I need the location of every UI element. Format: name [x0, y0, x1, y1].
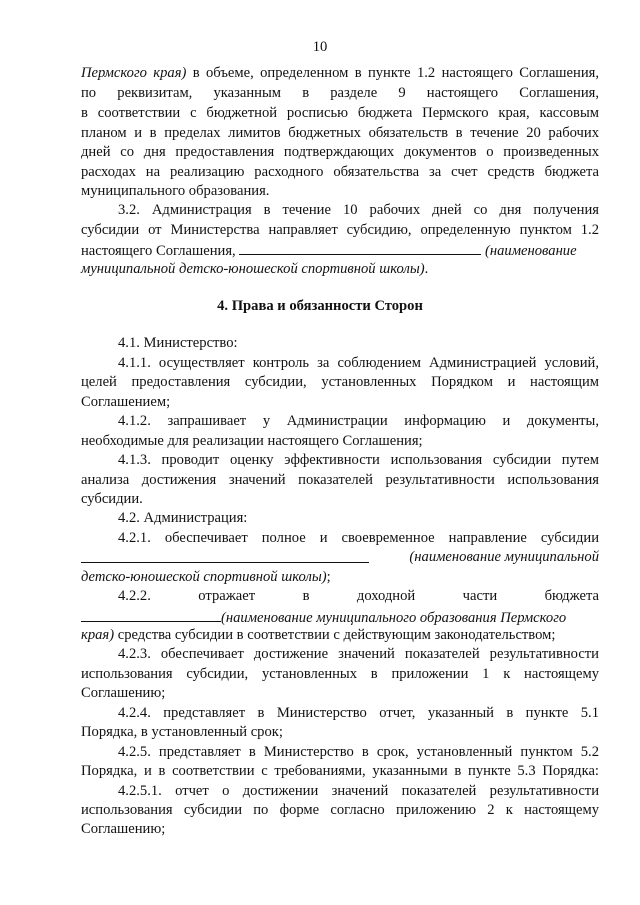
paragraph-start: 3.2. Администрация в течение 10 рабочих дней со дня получения	[118, 202, 599, 218]
italic-text: (наименование муниципальной	[409, 549, 599, 565]
fill-in-blank	[239, 240, 481, 255]
italic-text: детско-юношеской спортивной школы)	[81, 569, 327, 585]
text-line: Порядка, в установленный срок;	[81, 724, 283, 740]
text-line: дней со дня предоставления подтверждающих документов о произведенных	[81, 144, 599, 160]
text-line: Соглашению;	[81, 685, 166, 701]
paragraph-start: 4.1. Министерство:	[118, 335, 238, 351]
text-line	[81, 260, 599, 279]
text-line: муниципального образования.	[81, 183, 270, 199]
text-span: в объеме, определенном в пункте 1.2 настоящего Соглашения,	[186, 65, 599, 81]
text-span: .	[424, 261, 429, 277]
paragraph-start: 4.2.5.1. отчет о достижении значений показателей результативности	[118, 783, 599, 799]
fill-in-blank	[81, 548, 369, 563]
italic-text: (наименование	[485, 243, 577, 259]
paragraph-start: 4.2.4. представляет в Министерство отчет, указанный в пункте 5.1	[118, 705, 599, 721]
text-span: ;	[326, 569, 331, 585]
paragraph-start: 4.1.3. проводит оценку эффективности использования субсидии путем	[118, 452, 599, 468]
paragraph-start: 4.1.2. запрашивает у Администрации информацию и документы,	[118, 413, 599, 429]
text-line: целей предоставления субсидии, установленных Порядком и настоящим	[81, 374, 599, 390]
text-span: средства субсидии в соответствии с действующим законодательством;	[114, 627, 556, 643]
section-heading: 4. Права и обязанности Сторон	[217, 298, 423, 314]
text-line: по реквизитам, указанным в разделе 9 настоящего Соглашения,	[81, 85, 599, 101]
text-line: расходах на реализацию расходного обязательства за счет средств бюджета	[81, 164, 599, 180]
text-line: использования субсидии по форме согласно приложению 2 к настоящему	[81, 802, 599, 818]
italic-text: (наименование муниципального образования Пермского	[221, 610, 567, 626]
text-line: использования субсидии, установленных в приложении 1 к настоящему	[81, 666, 599, 682]
italic-text: края)	[81, 627, 115, 643]
text-line: анализа достижения значений показателей результативности использования	[81, 472, 599, 488]
text-line	[81, 64, 599, 83]
text-line	[81, 240, 599, 261]
paragraph-start: 4.2.2. отражает в доходной части бюджета	[118, 588, 599, 604]
text-line	[81, 548, 599, 569]
text-line	[81, 626, 599, 645]
text-span: настоящего Соглашения,	[81, 243, 236, 259]
text-line: Соглашению;	[81, 821, 166, 837]
paragraph-start: 4.2.3. обеспечивает достижение значений показателей результативности	[118, 646, 599, 662]
page-number: 10	[312, 39, 328, 55]
text-line: в соответствии с бюджетной росписью бюджета Пермского края, кассовым	[81, 105, 599, 121]
paragraph-start: 4.2.1. обеспечивает полное и своевременное направление субсидии	[118, 530, 599, 546]
text-line	[81, 568, 599, 587]
text-line: планом и в пределах лимитов бюджетных обязательств в течение 20 рабочих	[81, 125, 599, 141]
text-line: необходимые для реализации настоящего Соглашения;	[81, 433, 423, 449]
paragraph-start: 4.1.1. осуществляет контроль за соблюдением Администрацией условий,	[118, 355, 599, 371]
paragraph-start: 4.2. Администрация:	[118, 510, 248, 526]
paragraph-start: 4.2.5. представляет в Министерство в срок, установленный пунктом 5.2	[118, 744, 599, 760]
italic-text: муниципальной детско-юношеской спортивной школы)	[81, 261, 425, 277]
text-line: Соглашением;	[81, 394, 171, 410]
fill-in-blank	[81, 607, 221, 622]
text-line: субсидии от Министерства направляет субсидию, определенную пунктом 1.2	[81, 222, 599, 238]
italic-text: Пермского края)	[81, 65, 187, 81]
text-line: субсидии.	[81, 491, 143, 507]
text-line: Порядка, и в соответствии с требованиями, указанными в пункте 5.3 Порядка:	[81, 763, 599, 779]
